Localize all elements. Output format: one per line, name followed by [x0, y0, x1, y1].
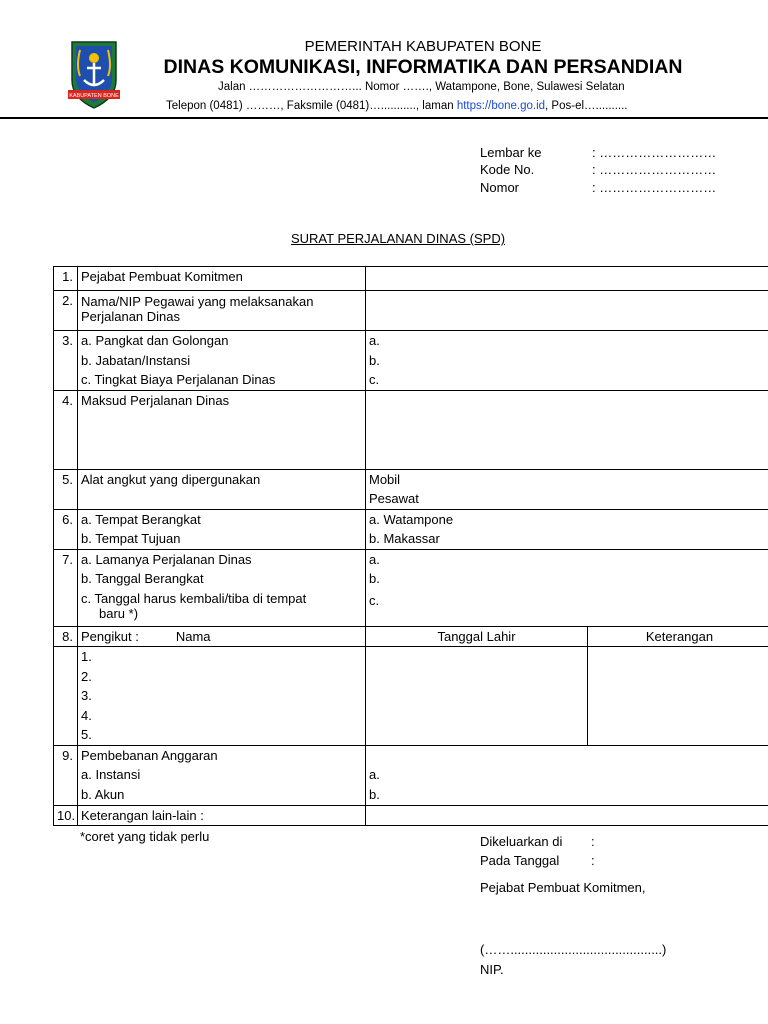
field-label: Alat angkut yang dipergunakan: [78, 469, 366, 509]
list-item: 1.: [81, 649, 92, 664]
field-label: a. Pangkat dan Golongan b. Jabatan/Instansi c. Tingkat Biaya Perjalanan Dinas: [78, 331, 366, 391]
table-row: [54, 549, 768, 626]
field-label: a. Tempat Berangkat b. Tempat Tujuan: [78, 509, 366, 549]
list-item: 5.: [81, 727, 92, 742]
row-number-empty: [54, 647, 78, 746]
logo-ribbon-text: KABUPATEN BONE: [69, 93, 119, 99]
table-row: [54, 509, 768, 549]
field-value[interactable]: a. b. c.: [366, 549, 768, 626]
spd-form-table: [53, 266, 768, 826]
row-number: 8.: [54, 626, 78, 647]
row-number: 6.: [54, 509, 78, 549]
field-value[interactable]: [366, 390, 768, 469]
list-item: 3.: [81, 688, 92, 703]
field-label: Pembebanan Anggaran a. Instansi b. Akun: [78, 745, 366, 805]
field-value[interactable]: [366, 805, 768, 826]
field-label: Keterangan lain-lain :: [78, 805, 366, 826]
ref-lembar-label: Lembar ke: [480, 145, 542, 160]
col-nama-header: Nama: [175, 628, 211, 644]
date-colon: :: [591, 853, 595, 868]
website-link[interactable]: https://bone.go.id: [456, 100, 546, 112]
table-row: [54, 267, 768, 291]
header-contact: [166, 100, 627, 112]
ref-nomor-value: : ………………………: [592, 180, 717, 195]
table-row: [54, 331, 768, 391]
pengikut-list[interactable]: [78, 647, 366, 746]
contact-prefix: Telepon (0481) ………, Faksmile (0481)…..........., laman: [166, 100, 457, 112]
row-number: 9.: [54, 745, 78, 805]
field-value[interactable]: a. b. c.: [366, 331, 768, 391]
pengikut-keterangan[interactable]: [588, 647, 768, 746]
issued-label: Dikeluarkan di: [480, 834, 563, 849]
row-number: 7.: [54, 549, 78, 626]
pengikut-tanggal-lahir[interactable]: [366, 647, 588, 746]
date-label: Pada Tanggal: [480, 853, 560, 868]
field-label: a. Lamanya Perjalanan Dinas b. Tanggal Berangkat c. Tanggal harus kembali/tiba di tempat baru *): [78, 549, 366, 626]
col-keterangan-header: Keterangan: [588, 626, 768, 647]
table-row: [54, 626, 768, 647]
col-tanggal-lahir-header: Tanggal Lahir: [366, 626, 588, 647]
list-item: 4.: [81, 707, 92, 723]
official-title: Pejabat Pembuat Komitmen,: [480, 880, 646, 895]
row-number: 3.: [54, 331, 78, 391]
field-label: Maksud Perjalanan Dinas: [78, 390, 366, 469]
strike-note: *coret yang tidak perlu: [80, 829, 210, 844]
header-address: Jalan ………………………... Nomor ……., Watampone, Bone, Sulawesi Selatan: [218, 81, 625, 93]
ref-kode-value: : ………………………: [592, 162, 717, 177]
row-number: 2.: [54, 291, 78, 331]
ref-lembar-value: : ………………………: [592, 145, 717, 160]
signature-line[interactable]: (……..........................................): [480, 942, 667, 957]
pengikut-header: Pengikut : Nama: [78, 626, 366, 647]
header-agency: DINAS KOMUNIKASI, INFORMATIKA DAN PERSANDIAN: [163, 56, 683, 78]
field-value[interactable]: [366, 291, 768, 331]
row-number: 1.: [54, 267, 78, 291]
row-number: 4.: [54, 390, 78, 469]
table-row: [54, 805, 768, 826]
field-value[interactable]: a. Watampone b. Makassar: [366, 509, 768, 549]
table-row: [54, 291, 768, 331]
field-value[interactable]: [366, 267, 768, 291]
document-title: SURAT PERJALANAN DINAS (SPD): [290, 231, 506, 246]
table-row: [54, 647, 768, 746]
row-number: 10.: [54, 805, 78, 826]
contact-suffix: , Pos-el…..........: [545, 100, 628, 112]
table-row: [54, 469, 768, 509]
header-divider: [0, 117, 768, 119]
header-government: PEMERINTAH KABUPATEN BONE: [304, 38, 542, 55]
row-number: 5.: [54, 469, 78, 509]
field-value[interactable]: Mobil Pesawat: [366, 469, 768, 509]
list-item: 2.: [81, 668, 92, 684]
issued-colon: :: [591, 834, 595, 849]
ref-kode-label: Kode No.: [480, 162, 535, 177]
ref-nomor-label: Nomor: [480, 180, 520, 195]
field-label: Nama/NIP Pegawai yang melaksanakan Perjalanan Dinas: [78, 291, 366, 331]
field-value[interactable]: a. b.: [366, 745, 768, 805]
table-row: [54, 390, 768, 469]
table-row: [54, 745, 768, 805]
field-label: Pejabat Pembuat Komitmen: [78, 267, 366, 291]
nip-label: NIP.: [480, 962, 504, 977]
